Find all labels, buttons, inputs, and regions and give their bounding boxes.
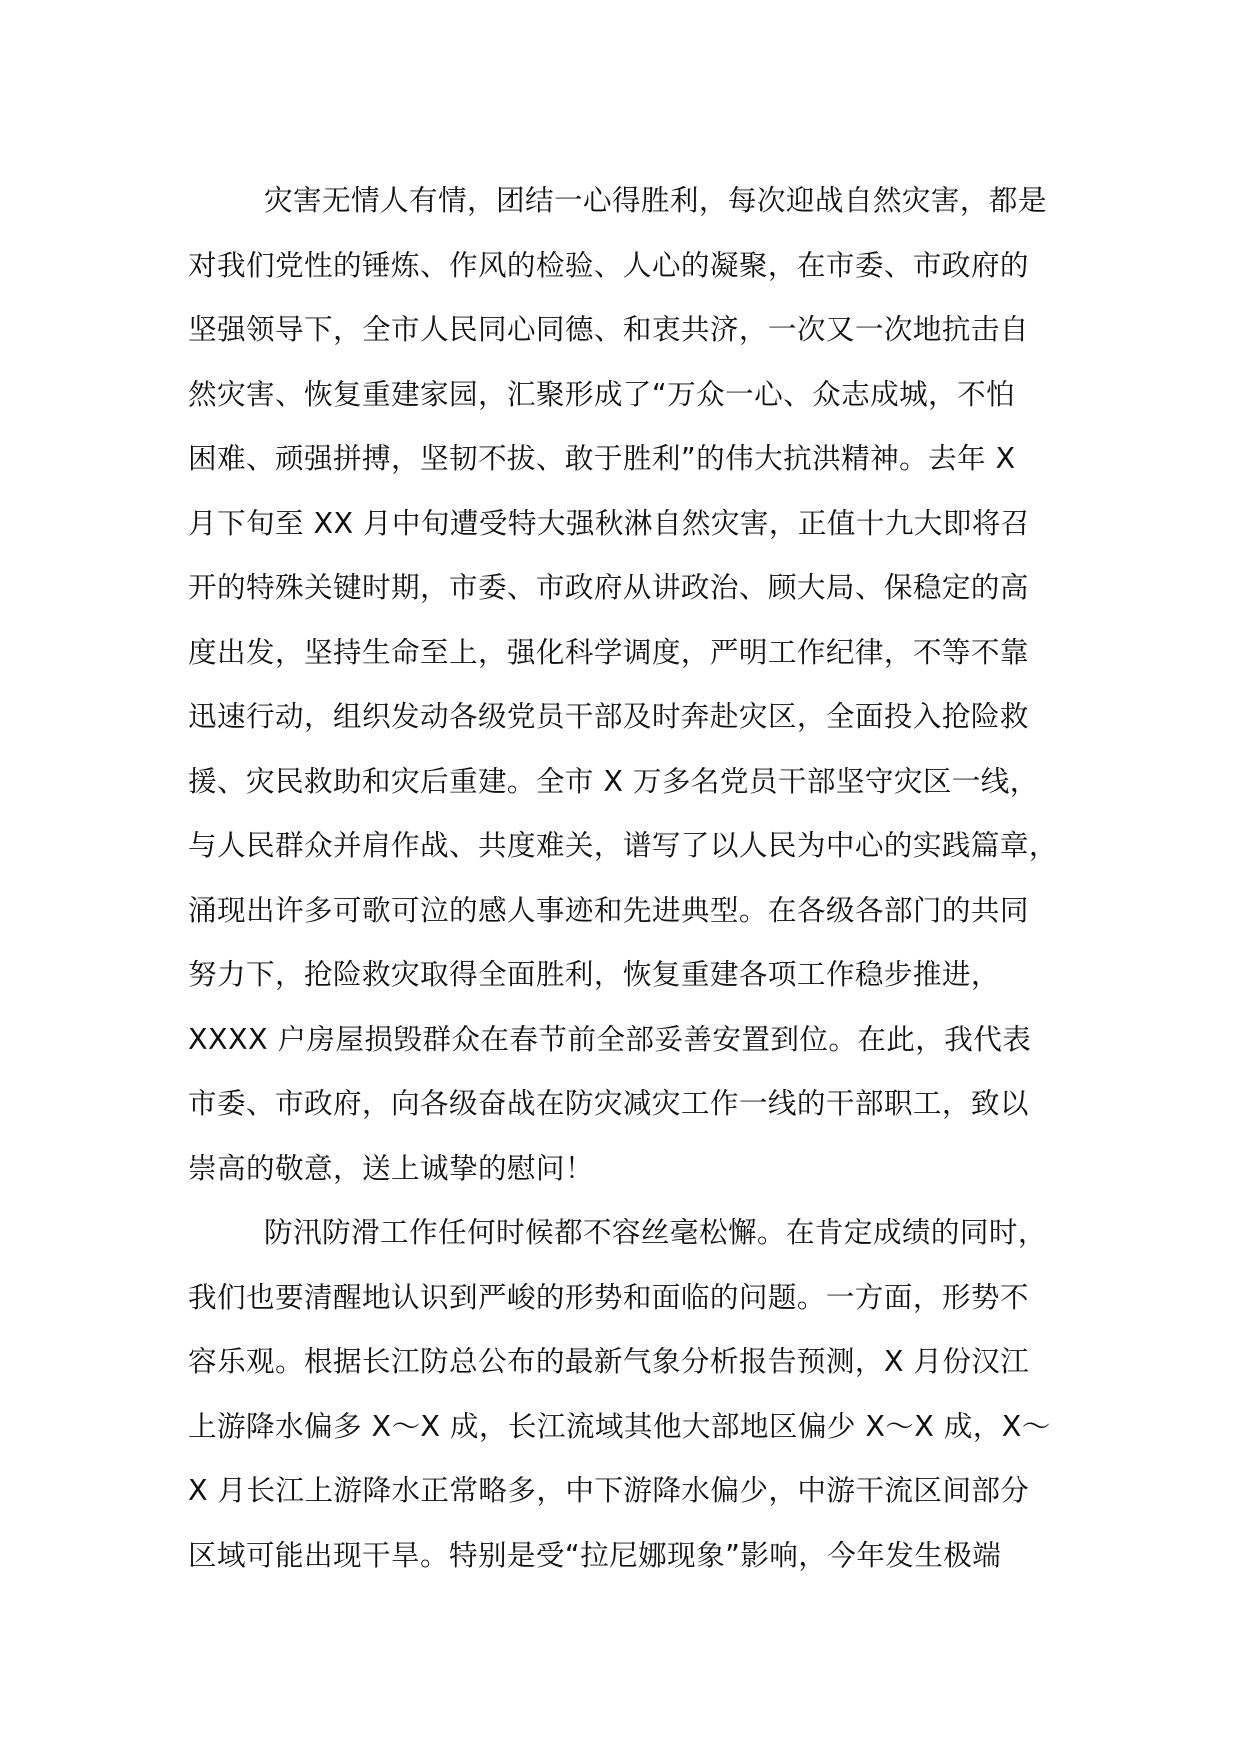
text-line: 我们也要清醒地认识到严峻的形势和面临的问题。一方面，形势不 xyxy=(188,1279,1029,1314)
text-line: 防汛防滑工作任何时候都不容丝毫松懈。在肯定成绩的同时， xyxy=(264,1215,1047,1249)
text-line: X 月长江上游降水正常略多，中下游降水偏少，中游干流区间部分 xyxy=(188,1473,1030,1507)
text-line: 月下旬至 XX 月中旬遭受特大强秋淋自然灾害，正值十九大即将召 xyxy=(188,505,1030,540)
text-line: 坚强领导下，全市人民同心同德、和衷共济，一次又一次地抗击自 xyxy=(188,312,1029,346)
text-line: 对我们党性的锤炼、作风的检验、人心的凝聚，在市委、市政府的 xyxy=(188,247,1029,282)
text-line: 崇高的敬意，送上诚挚的慰问！ xyxy=(188,1150,594,1185)
text-line: 困难、顽强拼搏，坚韧不拔、敢于胜利”的伟大抗洪精神。去年 X xyxy=(188,441,1016,475)
text-line: 然灾害、恢复重建家园，汇聚形成了“万众一心、众志成城，不怕 xyxy=(188,376,1016,411)
text-line: XXXX 户房屋损毁群众在春节前全部妥善安置到位。在此，我代表 xyxy=(188,1021,1032,1056)
text-line: 开的特殊关键时期，市委、市政府从讲政治、顾大局、保稳定的高 xyxy=(188,570,1029,604)
paragraph-1 xyxy=(188,168,1058,1200)
text-line: 援、灾民救助和灾后重建。全市 X 万多名党员干部坚守灾区一线， xyxy=(188,763,1039,798)
text-line: 迅速行动，组织发动各级党员干部及时奔赴灾区，全面投入抢险救 xyxy=(188,699,1029,733)
text-line: 与人民群众并肩作战、共度难关，谱写了以人民为中心的实践篇章， xyxy=(188,828,1058,862)
text-line: 灾害无情人有情，团结一心得胜利，每次迎战自然灾害，都是 xyxy=(264,183,1047,217)
text-line: 区域可能出现干旱。特别是受“拉尼娜现象”影响，今年发生极端 xyxy=(188,1537,1002,1572)
text-line: 上游降水偏多 X～X 成，长江流域其他大部地区偏少 X～X 成，X～ xyxy=(188,1408,1051,1443)
text-line: 市委、市政府，向各级奋战在防灾减灾工作一线的干部职工，致以 xyxy=(188,1086,1029,1120)
text-line: 涌现出许多可歌可泣的感人事迹和先进典型。在各级各部门的共同 xyxy=(188,892,1029,927)
text-line: 容乐观。根据长江防总公布的最新气象分析报告预测，X 月份汉江 xyxy=(188,1344,1030,1378)
text-line: 努力下，抢险救灾取得全面胜利，恢复重建各项工作稳步推进， xyxy=(188,957,1000,991)
text-line: 度出发，坚持生命至上，强化科学调度，严明工作纪律，不等不靠 xyxy=(188,634,1029,669)
paragraph-2 xyxy=(188,1200,1058,1587)
document-body xyxy=(188,168,1058,1587)
